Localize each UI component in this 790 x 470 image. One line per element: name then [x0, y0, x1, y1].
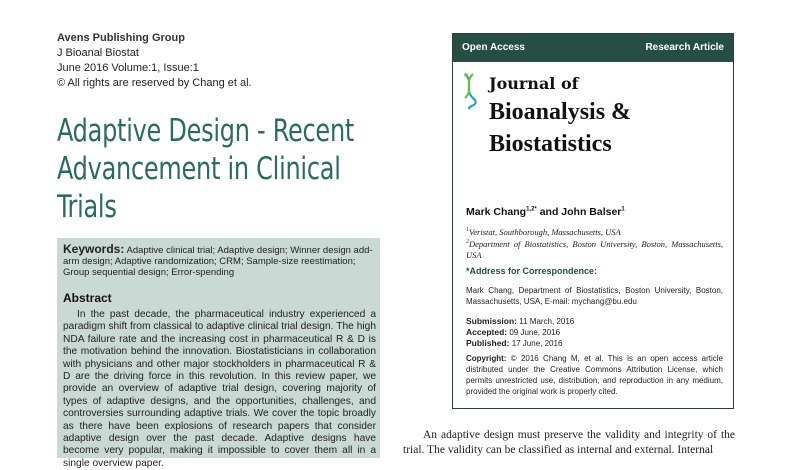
keywords — [63, 244, 375, 278]
journal-header — [57, 31, 252, 91]
rights-line: © All rights are reserved by Chang et al. — [57, 77, 252, 89]
abstract-box — [57, 238, 380, 469]
accepted-date — [466, 327, 574, 338]
abstract-text: In the past decade, the pharmaceutical industry experienced a paradigm shift from classical to adaptive clinical trial design. The high NDA failure rate and the increasing cost in pharmaceutical R & D is the motivation behind the innovation. Biostatisticians in collaboration with physicians and other major stockholders in pharmaceutical R & D are the driving force in this revolution. In this review paper, we provide an overview of adaptive trial design, covering majority of types of adaptive designs, and the opportunities, challenges, and controversies surrounding adaptive trials. We cover the topic broadly as there have been explosions of research papers that consider adaptive design over the past decade. Adaptive designs have become very popular, making it impossible to cover them all in a single overview paper. — [63, 309, 376, 469]
body-text: An adaptive design must preserve the validity and integrity of the trial. The validity can be classified as internal and external. Internal — [403, 429, 735, 456]
article-dates — [466, 316, 574, 349]
accepted-label: Accepted: — [466, 327, 508, 337]
authors — [466, 206, 625, 218]
copyright-label: Copyright: — [466, 354, 507, 363]
journal-name-line-2: Biostatistics — [489, 131, 612, 157]
journal-of-label: Journal of — [489, 74, 579, 93]
journal-abbrev: J Bioanal Biostat — [57, 47, 139, 59]
correspondence-address: Mark Chang, Department of Biostatistics, Boston University, Boston, Massachusetts, USA, E-mail: mychang@bu.edu — [466, 286, 723, 306]
published-value: 17 June, 2016 — [511, 339, 563, 348]
submission-value: 11 March, 2016 — [519, 317, 575, 326]
author-1-affil: 1,2* — [526, 206, 537, 213]
affiliation-1-text: Veristat, Southborough, Massachusetts, USA — [469, 226, 621, 237]
published-label: Published: — [466, 338, 510, 348]
copyright-text: © 2016 Chang M, et al. This is an open access article distributed under the Creative Commons Attribution License, which permits unrestricted use, distribution, and reproduction in any medium, provided the original work is properly cited. — [466, 354, 723, 396]
submission-label: Submission: — [466, 316, 518, 326]
keywords-text: Adaptive clinical trial; Adaptive design; Winner design add-arm design; Adaptive randomization; CRM; Sample-size reestimation; Group sequential design; Error-spending — [63, 245, 373, 278]
keywords-label: Keywords: — [63, 242, 125, 256]
author-2-affil: 1 — [621, 206, 625, 213]
journal-name-line-1: Bioanalysis & — [489, 99, 632, 125]
article-type-band — [453, 34, 733, 62]
affiliations — [466, 225, 723, 260]
article-type-label: Research Article — [645, 42, 724, 53]
journal-name — [489, 96, 631, 160]
author-1: Mark Chang — [466, 206, 527, 218]
published-date — [466, 338, 574, 349]
affiliation-2: $^2$Department of Biostatistics, Boston University, Boston, Massachusetts, USA — [466, 239, 723, 260]
accepted-value: 09 June, 2016 — [509, 328, 561, 337]
correspondence-heading: *Address for Correspondence: — [466, 266, 598, 276]
article-title: Adaptive Design - Recent Advancement in Clinical Trials — [57, 113, 355, 225]
issue-line: June 2016 Volume:1, Issue:1 — [57, 62, 199, 74]
copyright-notice — [466, 353, 723, 397]
author-2: and John Balser — [536, 206, 622, 218]
abstract-heading: Abstract — [63, 291, 112, 305]
publisher-name: Avens Publishing Group — [57, 32, 185, 44]
journal-info-card — [452, 33, 734, 409]
dna-logo-icon — [462, 72, 476, 110]
open-access-label: Open Access — [462, 42, 525, 53]
affiliation-1: $^1$Veristat, Southborough, Massachusetts, USA — [466, 226, 621, 237]
affiliation-2-text: Department of Biostatistics, Boston University, Boston, Massachusetts, USA — [466, 239, 723, 260]
submission-date — [466, 316, 574, 327]
